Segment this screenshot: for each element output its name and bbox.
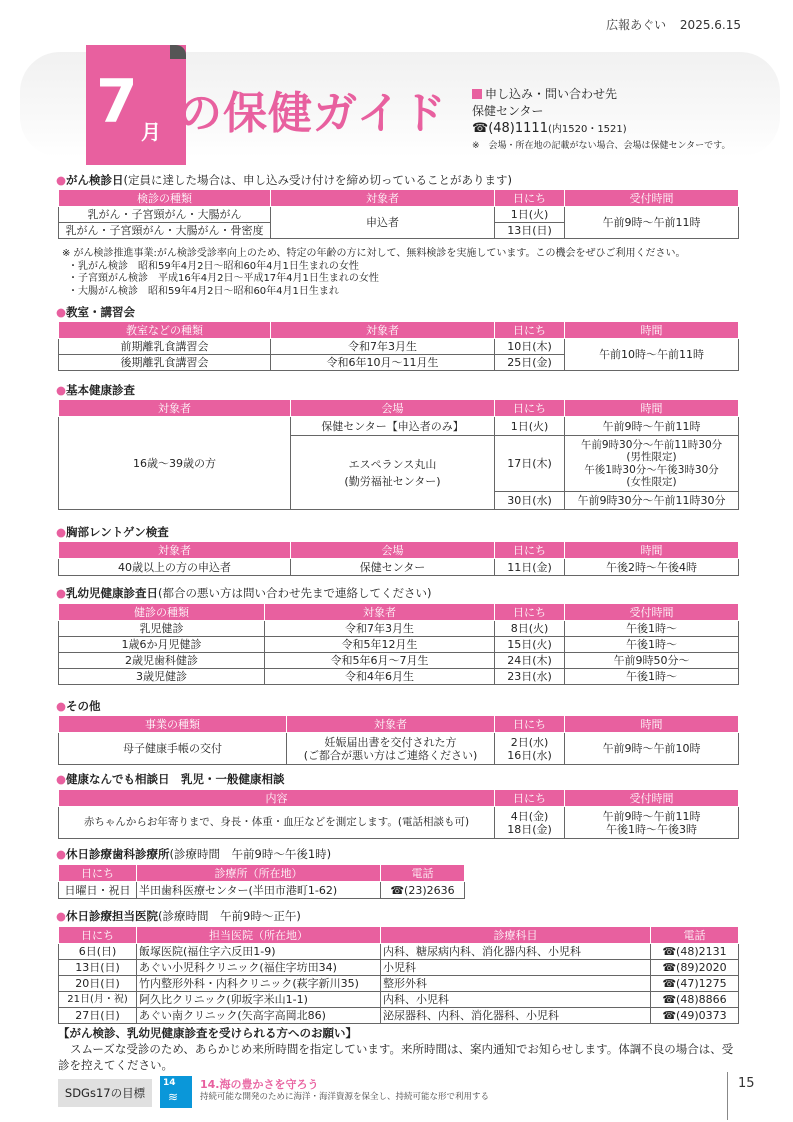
section-holiday-heading bbox=[56, 908, 301, 924]
venue-line: エスペランス丸山 bbox=[348, 457, 437, 471]
date-line: 2日(水) bbox=[510, 735, 549, 749]
time: 午後1時～ bbox=[565, 637, 739, 653]
sdgs-label: SDGs17の目標 bbox=[58, 1079, 152, 1107]
page-header bbox=[606, 16, 741, 33]
department: 内科、小児科 bbox=[381, 992, 651, 1008]
col-header: 診療所（所在地） bbox=[137, 865, 381, 882]
col-header: 事業の種類 bbox=[59, 716, 287, 733]
time bbox=[565, 436, 739, 492]
time: 午前9時30分～午前11時30分 bbox=[565, 492, 739, 510]
month-number: 7 bbox=[96, 67, 138, 137]
date: 24日(木) bbox=[495, 653, 565, 669]
target: 40歳以上の方の申込者 bbox=[59, 559, 291, 576]
phone: ☎(23)2636 bbox=[381, 882, 465, 899]
department: 整形外科 bbox=[381, 976, 651, 992]
table-row bbox=[59, 733, 739, 765]
date: 23日(水) bbox=[495, 669, 565, 685]
contact-heading: 申し込み・問い合わせ先 bbox=[485, 87, 618, 101]
clinic: 半田歯科医療センター(半田市港町1-62) bbox=[137, 882, 381, 899]
col-header: 対象者 bbox=[271, 322, 495, 339]
target: 令和6年10月～11月生 bbox=[271, 355, 495, 371]
exam-type: 3歳児健診 bbox=[59, 669, 265, 685]
col-header: 会場 bbox=[291, 542, 495, 559]
clinic: あぐい南クリニック(矢高字高岡北86) bbox=[137, 1008, 381, 1024]
venue bbox=[291, 436, 495, 510]
date: 27日(日) bbox=[59, 1008, 137, 1024]
table-row bbox=[59, 882, 465, 899]
col-header: 日にち bbox=[495, 322, 565, 339]
target: 令和4年6月生 bbox=[265, 669, 495, 685]
date: 30日(水) bbox=[495, 492, 565, 510]
xray-table bbox=[58, 541, 739, 576]
col-header: 担当医院（所在地） bbox=[137, 927, 381, 944]
heading-sub: (診療時間 午前9時～午後1時) bbox=[169, 847, 332, 861]
col-header: 日にち bbox=[495, 190, 565, 207]
square-bullet-icon bbox=[472, 89, 482, 99]
table-row bbox=[59, 621, 739, 637]
contact-info bbox=[472, 86, 730, 155]
col-header: 時間 bbox=[565, 400, 739, 417]
venue: 保健センター bbox=[291, 559, 495, 576]
note-line: ・大腸がん検診 昭和59年4月2日～昭和60年4月1日生まれ bbox=[68, 285, 339, 297]
clinic: 阿久比クリニック(卯坂字米山1-1) bbox=[137, 992, 381, 1008]
col-header: 日にち bbox=[495, 790, 565, 807]
col-header: 対象者 bbox=[287, 716, 495, 733]
page-divider bbox=[727, 1072, 728, 1120]
col-header: 受付時間 bbox=[565, 790, 739, 807]
col-header: 内容 bbox=[59, 790, 495, 807]
date-line: 16日(水) bbox=[507, 748, 552, 762]
publication-name: 広報あぐい bbox=[606, 18, 667, 32]
heading-text: がん検診日 bbox=[66, 173, 124, 187]
col-header: 対象者 bbox=[59, 400, 291, 417]
date: 1日(火) bbox=[495, 207, 565, 223]
department: 小児科 bbox=[381, 960, 651, 976]
target: 令和7年3月生 bbox=[271, 339, 495, 355]
heading-text: 休日診療歯科診療所 bbox=[66, 847, 170, 861]
time: 午前9時～午前10時 bbox=[565, 733, 739, 765]
note-line: ・乳がん検診 昭和59年4月2日～昭和60年4月1日生まれの女性 bbox=[68, 260, 359, 272]
date: 13日(日) bbox=[495, 223, 565, 239]
section-basic-heading bbox=[56, 382, 135, 398]
date: 15日(火) bbox=[495, 637, 565, 653]
time-line: (男性限定) bbox=[626, 451, 677, 463]
col-header: 電話 bbox=[651, 927, 739, 944]
heading-text: その他 bbox=[66, 699, 101, 713]
heading-sub: (診療時間 午前9時～正午) bbox=[158, 909, 301, 923]
table-row bbox=[59, 417, 739, 436]
exam-type: 乳児健診 bbox=[59, 621, 265, 637]
month-unit: 月 bbox=[141, 120, 161, 144]
col-header: 対象者 bbox=[59, 542, 291, 559]
heading-text: 乳幼児健康診査日 bbox=[66, 586, 159, 600]
heading-text: 休日診療担当医院 bbox=[66, 909, 159, 923]
classes-table bbox=[58, 321, 739, 371]
class-type: 後期離乳食講習会 bbox=[59, 355, 271, 371]
date: 日曜日・祝日 bbox=[59, 882, 137, 899]
date: 13日(日) bbox=[59, 960, 137, 976]
table-row bbox=[59, 960, 739, 976]
sdg-description: 持続可能な開発のために海洋・海洋資源を保全し、持続可能な形で利用する bbox=[200, 1092, 490, 1102]
col-header: 教室などの種類 bbox=[59, 322, 271, 339]
table-row bbox=[59, 807, 739, 839]
date: 20日(日) bbox=[59, 976, 137, 992]
sdg-title: 14.海の豊かさを守ろう bbox=[200, 1078, 319, 1091]
pink-dot-icon: ● bbox=[56, 847, 67, 861]
contact-phone: ☎(48)1111 bbox=[472, 121, 548, 136]
fish-wave-icon: ≋ bbox=[168, 1090, 179, 1104]
footer-note-title: 【がん検診、乳幼児健康診査を受けられる方へのお願い】 bbox=[58, 1026, 357, 1040]
time-line: 午後1時～午後3時 bbox=[606, 822, 697, 836]
pink-dot-icon: ● bbox=[56, 525, 67, 539]
date-line: 18日(金) bbox=[507, 822, 552, 836]
col-header: 受付時間 bbox=[565, 190, 739, 207]
col-header: 日にち bbox=[495, 542, 565, 559]
clinic: 竹内整形外科・内科クリニック(萩字新川35) bbox=[137, 976, 381, 992]
contact-ext: (内1520・1521) bbox=[547, 124, 627, 135]
pink-dot-icon: ● bbox=[56, 699, 67, 713]
target: 16歳～39歳の方 bbox=[59, 417, 291, 510]
department: 内科、糖尿病内科、消化器内科、小児科 bbox=[381, 944, 651, 960]
time-line: 午後1時30分～午後3時30分 bbox=[584, 463, 719, 476]
date: 1日(火) bbox=[495, 417, 565, 436]
sdg-14-icon bbox=[160, 1076, 192, 1108]
section-cancer-heading bbox=[56, 172, 512, 188]
pink-dot-icon: ● bbox=[56, 383, 67, 397]
phone: ☎(47)1275 bbox=[651, 976, 739, 992]
heading-text: 教室・講習会 bbox=[66, 305, 136, 319]
pink-dot-icon: ● bbox=[56, 173, 67, 187]
col-header: 対象者 bbox=[271, 190, 495, 207]
note-line: ※ がん検診推進事業:がん検診受診率向上のため、特定の年齢の方に対して、無料検診を実施しています。この機会をぜひご利用ください。 bbox=[62, 248, 686, 259]
table-row bbox=[59, 976, 739, 992]
clinic: あぐい小児科クリニック(福住字坊田34) bbox=[137, 960, 381, 976]
date: 8日(火) bbox=[495, 621, 565, 637]
table-row bbox=[59, 669, 739, 685]
venue: 保健センター【申込者のみ】 bbox=[291, 417, 495, 436]
heading-text: 基本健康診査 bbox=[66, 383, 136, 397]
col-header: 日にち bbox=[495, 716, 565, 733]
time-line: 午前9時～午前11時 bbox=[602, 809, 701, 823]
phone: ☎(48)2131 bbox=[651, 944, 739, 960]
table-row bbox=[59, 339, 739, 355]
pink-dot-icon: ● bbox=[56, 305, 67, 319]
exam-type: 乳がん・子宮頸がん・大腸がん bbox=[59, 207, 271, 223]
exam-type: 2歳児歯科健診 bbox=[59, 653, 265, 669]
venue-line: (勤労福祉センター) bbox=[344, 474, 441, 488]
col-header: 時間 bbox=[565, 542, 739, 559]
section-consult-heading bbox=[56, 771, 285, 787]
section-infant-heading bbox=[56, 585, 432, 601]
time bbox=[565, 807, 739, 839]
col-header: 検診の種類 bbox=[59, 190, 271, 207]
section-dental-heading bbox=[56, 846, 331, 862]
publication-date: 2025.6.15 bbox=[679, 18, 741, 32]
service-type: 母子健康手帳の交付 bbox=[59, 733, 287, 765]
contact-note: ※ 会場・所在地の記載がない場合、会場は保健センターです。 bbox=[472, 141, 731, 151]
col-header: 健診の種類 bbox=[59, 604, 265, 621]
col-header: 時間 bbox=[565, 716, 739, 733]
col-header: 対象者 bbox=[265, 604, 495, 621]
col-header: 電話 bbox=[381, 865, 465, 882]
table-row bbox=[59, 944, 739, 960]
heading-sub: (都合の悪い方は問い合わせ先まで連絡してください) bbox=[158, 586, 432, 600]
date bbox=[495, 807, 565, 839]
date: 25日(金) bbox=[495, 355, 565, 371]
date: 6日(日) bbox=[59, 944, 137, 960]
target: 令和5年6月～7月生 bbox=[265, 653, 495, 669]
target: 令和7年3月生 bbox=[265, 621, 495, 637]
holiday-table bbox=[58, 926, 739, 1024]
exam-type: 1歳6か月児健診 bbox=[59, 637, 265, 653]
phone: ☎(49)0373 bbox=[651, 1008, 739, 1024]
date: 11日(金) bbox=[495, 559, 565, 576]
time: 午前10時～午前11時 bbox=[565, 339, 739, 371]
target: 令和5年12月生 bbox=[265, 637, 495, 653]
exam-type: 乳がん・子宮頸がん・大腸がん・骨密度 bbox=[59, 223, 271, 239]
section-classes-heading bbox=[56, 304, 135, 320]
heading-sub: (定員に達した場合は、申し込み受け付けを締め切っていることがあります) bbox=[123, 173, 513, 187]
target: 申込者 bbox=[271, 207, 495, 239]
consult-table bbox=[58, 789, 739, 839]
basic-table bbox=[58, 399, 739, 510]
time-line: (女性限定) bbox=[626, 476, 677, 488]
time: 午後2時～午後4時 bbox=[565, 559, 739, 576]
phone: ☎(48)8866 bbox=[651, 992, 739, 1008]
section-other-heading bbox=[56, 698, 101, 714]
sdg-number: 14 bbox=[163, 1078, 176, 1088]
time-line: 午前9時30分～午前11時30分 bbox=[580, 438, 723, 451]
time: 午後1時～ bbox=[565, 621, 739, 637]
page-number: 15 bbox=[738, 1076, 755, 1091]
col-header: 受付時間 bbox=[565, 604, 739, 621]
cancer-notes bbox=[62, 248, 686, 298]
content: 赤ちゃんからお年寄りまで、身長・体重・血圧などを測定します。(電話相談も可) bbox=[59, 807, 495, 839]
time: 午前9時～午前11時 bbox=[565, 417, 739, 436]
contact-org: 保健センター bbox=[472, 104, 544, 118]
department: 泌尿器科、内科、消化器科、小児科 bbox=[381, 1008, 651, 1024]
time: 午後1時～ bbox=[565, 669, 739, 685]
target-line: (ご都合が悪い方はご連絡ください) bbox=[303, 748, 478, 762]
section-xray-heading bbox=[56, 524, 169, 540]
col-header: 日にち bbox=[495, 400, 565, 417]
table-row bbox=[59, 1008, 739, 1024]
col-header: 日にち bbox=[495, 604, 565, 621]
note-line: ・子宮頸がん検診 平成16年4月2日～平成17年4月1日生まれの女性 bbox=[68, 273, 379, 284]
table-row bbox=[59, 637, 739, 653]
target bbox=[287, 733, 495, 765]
pink-dot-icon: ● bbox=[56, 586, 67, 600]
pink-dot-icon: ● bbox=[56, 772, 67, 786]
table-row bbox=[59, 992, 739, 1008]
table-row bbox=[59, 653, 739, 669]
footer-note-body: スムーズな受診のため、あらかじめ来所時間を指定しています。来所時間は、案内通知でお知らせします。体調不良の場合は、受診を控えてください。 bbox=[58, 1042, 734, 1072]
time: 午前9時50分～ bbox=[565, 653, 739, 669]
col-header: 会場 bbox=[291, 400, 495, 417]
time: 午前9時～午前11時 bbox=[565, 207, 739, 239]
dental-table bbox=[58, 864, 465, 899]
table-row bbox=[59, 207, 739, 223]
phone: ☎(89)2020 bbox=[651, 960, 739, 976]
col-header: 時間 bbox=[565, 322, 739, 339]
cancer-table bbox=[58, 189, 739, 239]
class-type: 前期離乳食講習会 bbox=[59, 339, 271, 355]
date-line: 4日(金) bbox=[510, 809, 549, 823]
date bbox=[495, 733, 565, 765]
heading-text: 胸部レントゲン検査 bbox=[66, 525, 169, 539]
other-table bbox=[58, 715, 739, 765]
heading-text: 健康なんでも相談日 乳児・一般健康相談 bbox=[66, 772, 285, 786]
date: 21日(月・祝) bbox=[59, 992, 137, 1008]
col-header: 日にち bbox=[59, 927, 137, 944]
page-title: の保健ガイド bbox=[178, 88, 447, 139]
pink-dot-icon: ● bbox=[56, 909, 67, 923]
table-row bbox=[59, 559, 739, 576]
date: 10日(木) bbox=[495, 339, 565, 355]
col-header: 日にち bbox=[59, 865, 137, 882]
col-header: 診療科目 bbox=[381, 927, 651, 944]
clinic: 飯塚医院(福住字六反田1-9) bbox=[137, 944, 381, 960]
infant-table bbox=[58, 603, 739, 685]
date: 17日(木) bbox=[495, 436, 565, 492]
target-line: 妊娠届出書を交付された方 bbox=[324, 735, 457, 749]
